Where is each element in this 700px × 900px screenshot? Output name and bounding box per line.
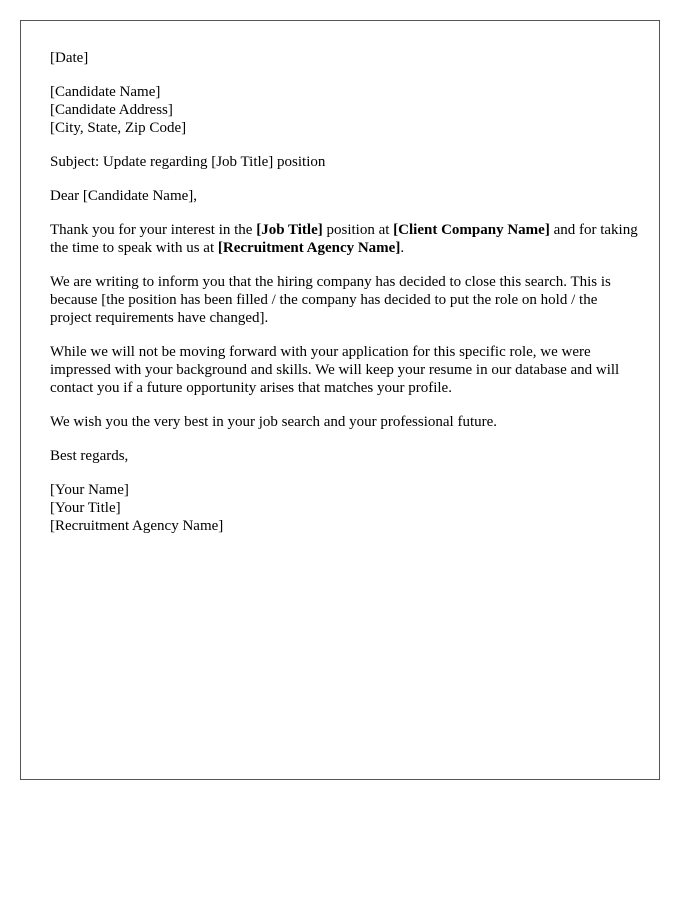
- recipient-address: [Candidate Address]: [50, 102, 173, 118]
- recipient-city-state-zip: [City, State, Zip Code]: [50, 120, 187, 136]
- para1-text-1: Thank you for your interest in the: [50, 222, 257, 238]
- client-company-placeholder: [Client Company Name]: [393, 222, 550, 238]
- paragraph-search-closed: We are writing to inform you that the hiring company has decided to close this search. This is because [the position has been filled / the company has decided to put the role on hold / the project requirements have changed].: [50, 274, 611, 326]
- letter-subject: Subject: Update regarding [Job Title] position: [50, 154, 326, 170]
- signature-block: [50, 481, 640, 535]
- job-title-placeholder: [Job Title]: [256, 222, 323, 238]
- recipient-block: [50, 83, 640, 137]
- agency-name-placeholder: [Recruitment Agency Name]: [217, 240, 401, 256]
- signature-title: [Your Title]: [50, 500, 121, 516]
- para1-text-4: .: [400, 240, 405, 256]
- paragraph-thank-you: [50, 221, 640, 257]
- paragraph-not-moving-forward: While we will not be moving forward with your application for this specific role, we were impressed with your background and skills. We will keep your resume in our database and will contact you if a future opportunity arises that matches your profile.: [50, 344, 620, 396]
- letter-date: [Date]: [50, 50, 89, 66]
- letter-salutation: Dear [Candidate Name],: [50, 188, 198, 204]
- signature-agency: [Recruitment Agency Name]: [50, 518, 224, 534]
- signature-name: [Your Name]: [50, 482, 129, 498]
- paragraph-best-wishes: We wish you the very best in your job search and your professional future.: [50, 414, 498, 430]
- para1-text-3: and for taking the time to speak with us at: [50, 222, 638, 256]
- letter-body: [50, 49, 640, 551]
- recipient-name: [Candidate Name]: [50, 84, 161, 100]
- letter-page: [20, 20, 660, 780]
- letter-closing: Best regards,: [50, 448, 129, 464]
- para1-text-2: position at: [322, 222, 394, 238]
